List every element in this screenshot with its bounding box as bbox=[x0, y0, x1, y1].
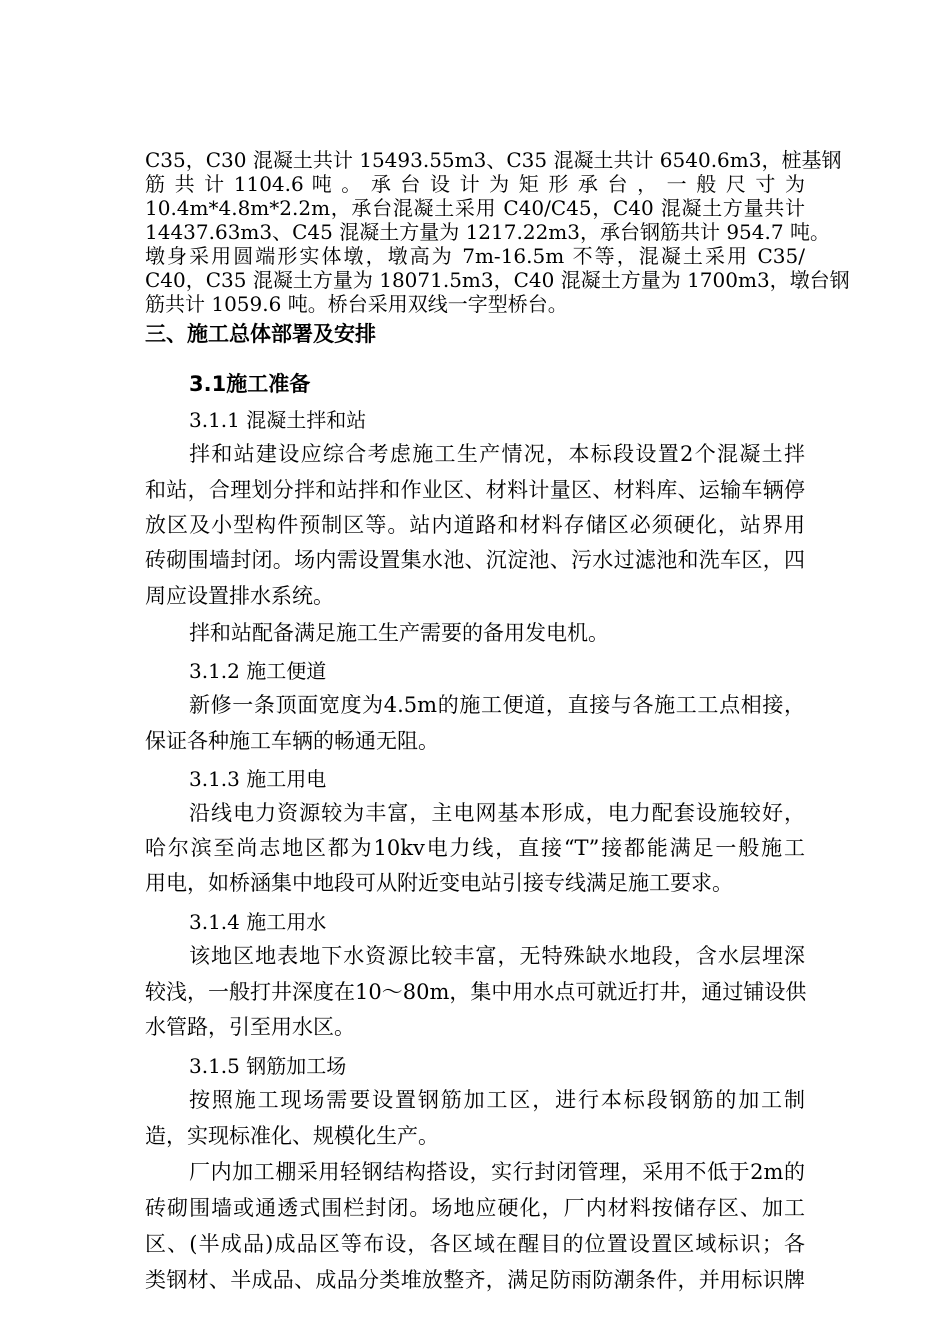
text-line: 筋 共 计 1104.6 吨 。 承 台 设 计 为 矩 形 承 台 ， 一 般 尺 寸 为 bbox=[145, 172, 805, 196]
text-line: 按照施工现场需要设置钢筋加工区，进行本标段钢筋的加工制 bbox=[189, 1088, 805, 1112]
text-line: 筋共计 1059.6 吨。桥台采用双线一字型桥台。 bbox=[145, 292, 568, 316]
item-heading: 3.1.5 钢筋加工场 bbox=[189, 1054, 347, 1078]
text-line: 区、(半成品)成品区等布设，各区域在醒目的位置设置区域标识；各 bbox=[145, 1232, 805, 1256]
text-line: 用电，如桥涵集中地段可从附近变电站引接专线满足施工要求。 bbox=[145, 871, 733, 895]
text-line: 放区及小型构件预制区等。站内道路和材料存储区必须硬化，站界用 bbox=[145, 513, 805, 537]
text-line: 砖砌围墙封闭。场内需设置集水池、沉淀池、污水过滤池和洗车区，四 bbox=[145, 548, 805, 572]
text-line: 沿线电力资源较为丰富，主电网基本形成，电力配套设施较好， bbox=[189, 801, 805, 825]
text-line: 类钢材、半成品、成品分类堆放整齐，满足防雨防潮条件，并用标识牌 bbox=[145, 1268, 805, 1292]
text-line: 拌和站配备满足施工生产需要的备用发电机。 bbox=[189, 621, 609, 645]
item-heading: 3.1.4 施工用水 bbox=[189, 910, 327, 934]
text-line: 该地区地表地下水资源比较丰富，无特殊缺水地段，含水层埋深 bbox=[189, 944, 805, 968]
text-line: C40，C35 混凝土方量为 18071.5m3，C40 混凝土方量为 1700m3，墩台钢 bbox=[145, 268, 850, 292]
text-line: 较浅，一般打井深度在10～80m，集中用水点可就近打井，通过铺设供 bbox=[145, 980, 807, 1004]
text-line: 和站，合理划分拌和站拌和作业区、材料计量区、材料库、运输车辆停 bbox=[145, 478, 805, 502]
item-heading: 3.1.1 混凝土拌和站 bbox=[189, 408, 367, 432]
section-heading: 三、施工总体部署及安排 bbox=[145, 322, 376, 346]
text-line: 拌和站建设应综合考虑施工生产情况，本标段设置2个混凝土拌 bbox=[189, 442, 805, 466]
text-line: C35，C30 混凝土共计 15493.55m3、C35 混凝土共计 6540.6m3，桩基钢 bbox=[145, 148, 842, 172]
text-line: 墩身采用圆端形实体墩，墩高为 7m-16.5m 不等，混凝土采用 C35/ bbox=[145, 244, 805, 268]
text-line: 保证各种施工车辆的畅通无阻。 bbox=[145, 729, 439, 753]
text-line: 哈尔滨至尚志地区都为10kv电力线，直接“T”接都能满足一般施工 bbox=[145, 836, 805, 860]
text-line: 厂内加工棚采用轻钢结构搭设，实行封闭管理，采用不低于2m的 bbox=[189, 1160, 805, 1184]
text-line: 10.4m*4.8m*2.2m，承台混凝土采用 C40/C45，C40 混凝土方量共计 bbox=[145, 196, 805, 220]
item-heading: 3.1.2 施工便道 bbox=[189, 659, 327, 683]
text-line: 水管路，引至用水区。 bbox=[145, 1015, 355, 1039]
item-heading: 3.1.3 施工用电 bbox=[189, 767, 327, 791]
subsection-heading: 3.1施工准备 bbox=[189, 372, 311, 396]
text-line: 新修一条顶面宽度为4.5m的施工便道，直接与各施工工点相接， bbox=[189, 693, 805, 717]
text-line: 造，实现标准化、规模化生产。 bbox=[145, 1124, 439, 1148]
text-line: 周应设置排水系统。 bbox=[145, 584, 334, 608]
text-line: 14437.63m3、C45 混凝土方量为 1217.22m3，承台钢筋共计 954.7 吨。 bbox=[145, 220, 830, 244]
text-line: 砖砌围墙或通透式围栏封闭。场地应硬化，厂内材料按储存区、加工 bbox=[145, 1196, 805, 1220]
